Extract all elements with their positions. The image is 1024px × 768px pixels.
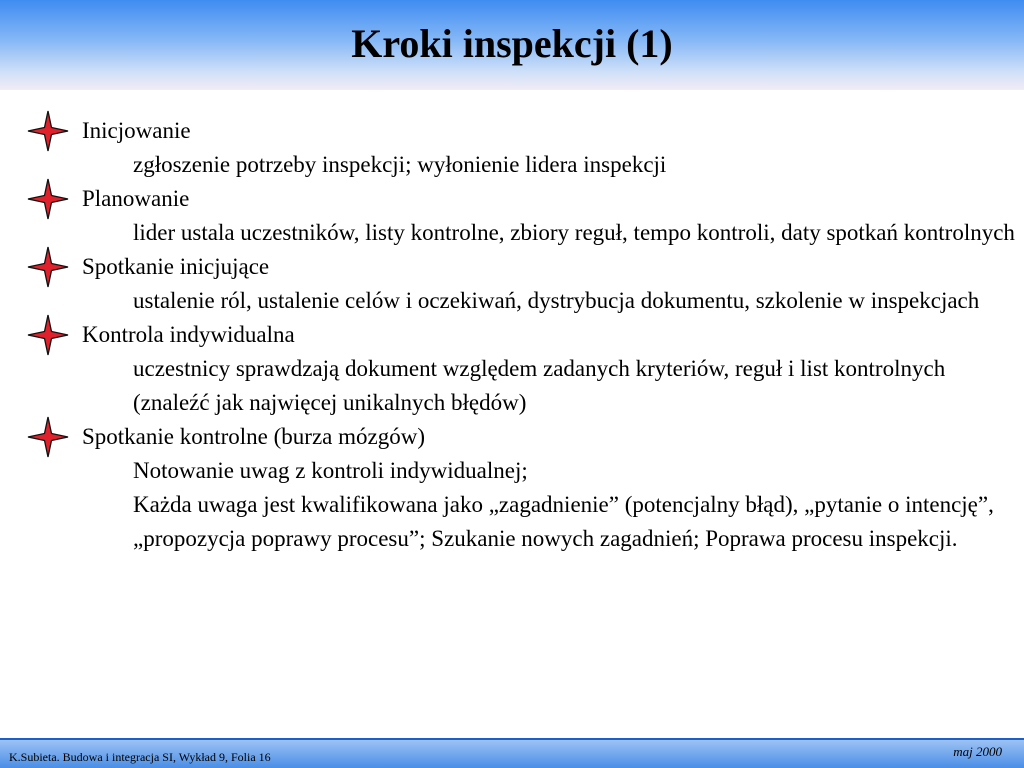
- item-label: Spotkanie kontrolne (burza mózgów): [82, 424, 425, 449]
- item-description: ustalenie ról, ustalenie celów i oczekiwań, dystrybucja dokumentu, szkolenie w inspekcjach: [133, 288, 980, 313]
- title-banner: [0, 0, 1024, 90]
- item-description: Notowanie uwag z kontroli indywidualnej;: [133, 458, 528, 483]
- star-bullet-icon: [27, 178, 69, 220]
- item-label: Planowanie: [82, 186, 190, 211]
- slide-title: Kroki inspekcji (1): [351, 21, 673, 66]
- item-label: Spotkanie inicjujące: [82, 254, 270, 279]
- item-description: Każda uwaga jest kwalifikowana jako „zagadnienie” (potencjalny błąd), „pytanie o intencję”, „propozycja poprawy procesu”; Szukanie nowych zagadnień; Poprawa procesu inspekcji.: [133, 492, 994, 551]
- item-description: uczestnicy sprawdzają dokument względem zadanych kryteriów, reguł i list kontrolnych (znaleźć jak najwięcej unikalnych błędów): [133, 356, 946, 415]
- footer-credit: K.Subieta. Budowa i integracja SI, Wykład 9, Folia 16: [9, 750, 271, 764]
- star-bullet-icon: [27, 110, 69, 152]
- star-bullet-icon: [27, 246, 69, 288]
- item-label: Inicjowanie: [82, 118, 191, 143]
- footer-date: maj 2000: [953, 744, 1002, 759]
- item-description: lider ustala uczestników, listy kontrolne, zbiory reguł, tempo kontroli, daty spotkań kontrolnych: [133, 220, 1015, 245]
- list-item-kontrola-indywidualna: [0, 318, 1024, 420]
- list-item-spotkanie-inicjujace: [0, 250, 1024, 318]
- item-label: Kontrola indywidualna: [82, 322, 295, 347]
- star-bullet-icon: [27, 314, 69, 356]
- star-bullet-icon: [27, 416, 69, 458]
- bullet-list: [0, 114, 1024, 556]
- list-item-spotkanie-kontrolne: [0, 420, 1024, 556]
- item-description: zgłoszenie potrzeby inspekcji; wyłonienie lidera inspekcji: [133, 152, 667, 177]
- list-item-inicjowanie: [0, 114, 1024, 182]
- list-item-planowanie: [0, 182, 1024, 250]
- footer-bar: [0, 738, 1024, 768]
